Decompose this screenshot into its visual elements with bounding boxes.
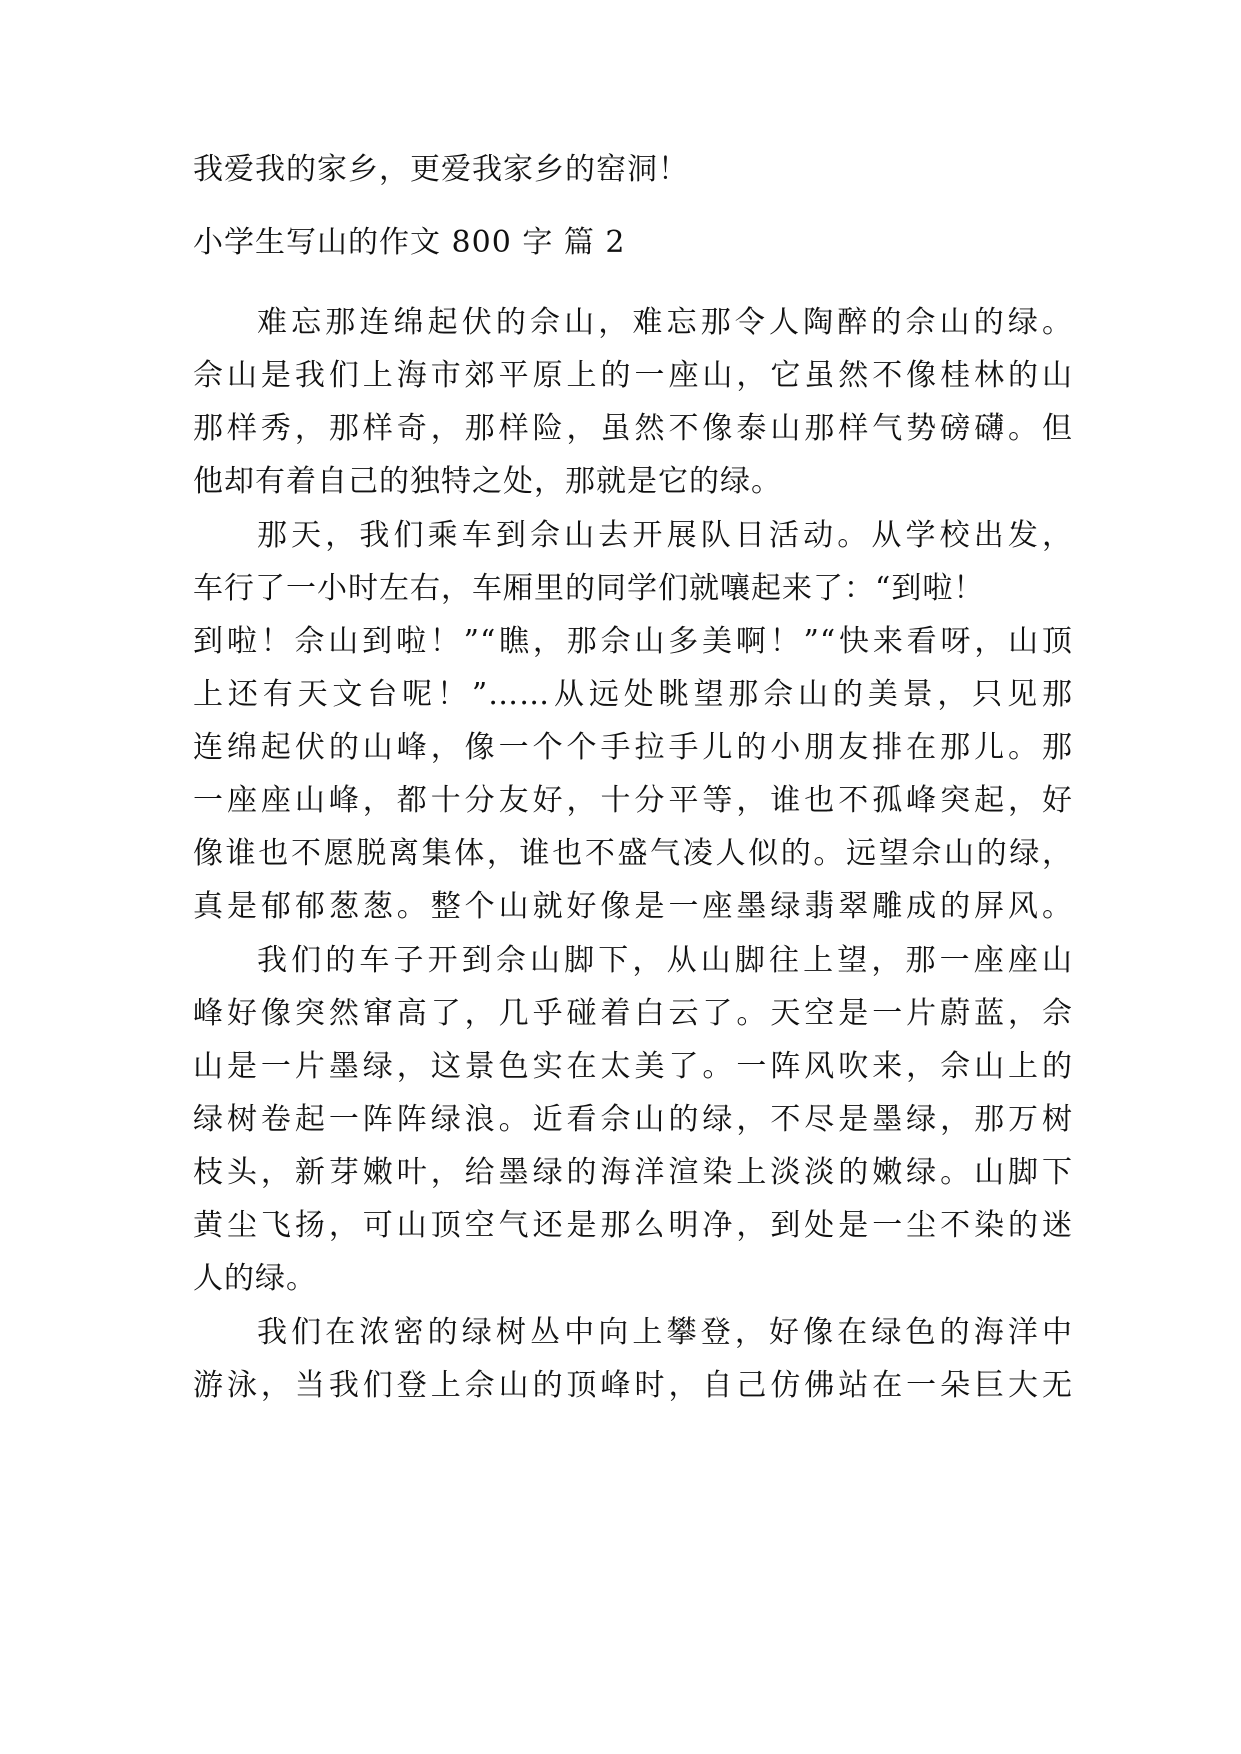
paragraph-2-line-3: 到啦！佘山到啦！”“瞧，那佘山多美啊！”“快来看呀，山顶	[193, 624, 1073, 659]
paragraph-2-line-7: 像谁也不愿脱离集体，谁也不盛气凌人似的。远望佘山的绿，	[193, 836, 1073, 871]
paragraph-3-line-4: 绿树卷起一阵阵绿浪。近看佘山的绿，不尽是墨绿，那万树	[193, 1102, 1073, 1137]
paragraph-3-line-1: 我们的车子开到佘山脚下，从山脚往上望，那一座座山	[257, 943, 1073, 978]
paragraph-3-line-2: 峰好像突然窜高了，几乎碰着白云了。天空是一片蔚蓝，佘	[193, 996, 1073, 1031]
paragraph-3-line-3: 山是一片墨绿，这景色实在太美了。一阵风吹来，佘山上的	[193, 1049, 1073, 1084]
paragraph-2-line-1: 那天，我们乘车到佘山去开展队日活动。从学校出发，	[257, 518, 1073, 553]
paragraph-4-line-1: 我们在浓密的绿树丛中向上攀登，好像在绿色的海洋中	[257, 1315, 1073, 1350]
paragraph-2-line-5: 连绵起伏的山峰，像一个个手拉手儿的小朋友排在那儿。那	[193, 730, 1073, 765]
paragraph-2-line-6: 一座座山峰，都十分友好，十分平等，谁也不孤峰突起，好	[193, 783, 1073, 818]
paragraph-2-line-4: 上还有天文台呢！”……从远处眺望那佘山的美景，只见那	[193, 677, 1073, 712]
paragraph-1-line-4: 他却有着自己的独特之处，那就是它的绿。	[193, 464, 782, 499]
section-heading: 小学生写山的作文 800 字 篇 2	[193, 225, 626, 260]
paragraph-1-line-2: 佘山是我们上海市郊平原上的一座山，它虽然不像桂林的山	[193, 358, 1073, 393]
paragraph-2-line-2: 车行了一小时左右，车厢里的同学们就嚷起来了：“到啦！	[193, 571, 985, 606]
paragraph-3-line-5: 枝头，新芽嫩叶，给墨绿的海洋渲染上淡淡的嫩绿。山脚下	[193, 1155, 1073, 1190]
closing-line: 我爱我的家乡，更爱我家乡的窑洞！	[193, 152, 689, 187]
paragraph-3-line-7: 人的绿。	[193, 1261, 317, 1296]
paragraph-1-line-1: 难忘那连绵起伏的佘山，难忘那令人陶醉的佘山的绿。	[257, 305, 1073, 340]
paragraph-1-line-3: 那样秀，那样奇，那样险，虽然不像泰山那样气势磅礴。但	[193, 411, 1073, 446]
paragraph-3-line-6: 黄尘飞扬，可山顶空气还是那么明净，到处是一尘不染的迷	[193, 1208, 1073, 1243]
paragraph-4-line-2: 游泳，当我们登上佘山的顶峰时，自己仿佛站在一朵巨大无	[193, 1368, 1073, 1403]
paragraph-2-line-8: 真是郁郁葱葱。整个山就好像是一座墨绿翡翠雕成的屏风。	[193, 889, 1073, 924]
